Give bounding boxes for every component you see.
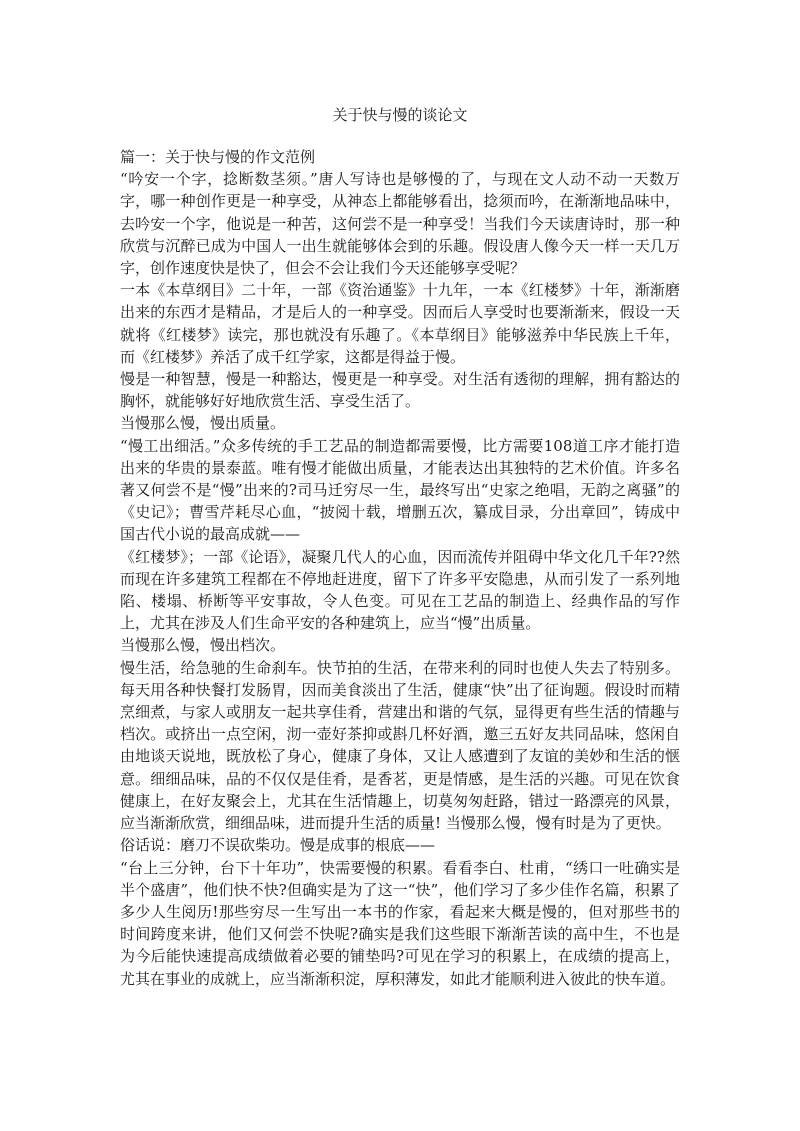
paragraph: 慢是一种智慧，慢是一种豁达，慢更是一种享受。对生活有透彻的理解，拥有豁达的胸怀，就能够好好地欣赏生活、享受生活了。 [120, 370, 680, 411]
paragraph: 慢生活，给急驰的生命刹车。快节拍的生活，在带来利的同时也使人失去了特别多。每天用各种快餐打发肠胃，因而美食淡出了生活，健康“快”出了征询题。假设时而精烹细煮，与家人或朋友一起共享佳肴，营建出和谐的气氛，显得更有些生活的情趣与档次。或挤出一点空闲，沏一壶好茶抑或斟几杯好酒，邀三五好友共同品味，悠闲自由地谈天说地，既放松了身心，健康了身体，又让人感遭到了友谊的美妙和生活的惬意。细细品味，品的不仅仅是佳肴，是香茗，更是情感，是生活的兴趣。可见在饮食健康上，在好友聚会上，尤其在生活情趣上，切莫匆匆赶路，错过一路漂亮的风景，应当渐渐欣赏，细细品味，进而提升生活的质量! 当慢那么慢，慢有时是为了更快。 [120, 658, 680, 833]
paragraph: 俗话说：磨刀不误砍柴功。慢是成事的根底—— [120, 836, 436, 855]
paragraph: “台上三分钟，台下十年功”，快需要慢的积累。看看李白、杜甫，“绣口一吐确实是半个盛唐”，他们快不快?但确实是为了这一“快”，他们学习了多少佳作名篇，积累了多少人生阅历!那些穷尽一生写出一本书的作家，看起来大概是慢的，但对那些书的时间跨度来讲，他们又何尝不快呢?确实是我们这些眼下渐渐苦读的高中生，不也是为今后能快速提高成绩做着必要的铺垫吗?可见在学习的积累上，在成绩的提高上，尤其在事业的成就上，应当渐渐积淀，厚积薄发，如此才能顺利进入彼此的快车道。 [120, 858, 680, 988]
document-title: 关于快与慢的谈论文 [332, 106, 468, 124]
paragraph: “吟安一个字，捻断数茎须。”唐人写诗也是够慢的了，与现在文人动不动一天数万字，哪一种创作更是一种享受，从神态上都能够看出，捻须而吟，在渐渐地品味中，去吟安一个字，他说是一种苦，这何尝不是一种享受！当我们今天读唐诗时，那一种欣赏与沉醉已成为中国人一出生就能够体会到的乐趣。假设唐人像今天一样一天几万字，创作速度快是快了，但会不会让我们今天还能够享受呢？ [120, 170, 680, 278]
paragraph: 一本《本草纲目》二十年，一部《资治通鉴》十九年，一本《红楼梦》十年，渐渐磨出来的东西才是精品，才是后人的一种享受。因而后人享受时也要渐渐来，假设一天就将《红楼梦》读完，那也就没有乐趣了。《本草纲目》能够滋养中华民族上千年，而《红楼梦》养活了成千红学家，这都是得益于慢。 [120, 281, 680, 366]
paragraph: 《红楼梦》；一部《论语》，凝聚几代人的心血，因而流传并阻碍中华文化几千年??然而现在许多建筑工程都在不停地赶进度，留下了许多平安隐患，从而引发了一系列地陷、楼塌、桥断等平安事故，令人色变。可见在工艺品的制造上、经典作品的写作上，尤其在涉及人们生命平安的各种建筑上，应当“慢”出质量。 [120, 547, 680, 633]
paragraph: “慢工出细活。”众多传统的手工艺品的制造都需要慢，比方需要108道工序才能打造出来的华贵的景泰蓝。唯有慢才能做出质量，才能表达出其独特的艺术价值。许多名著又何尝不是“慢”出来的?司马迁穷尽一生，最终写出“史家之绝唱，无韵之离骚”的《史记》；曹雪芹耗尽心血，“披阅十载，增删五次，纂成目录，分出章回”，铸成中国古代小说的最高成就—— [120, 436, 680, 544]
document-body [120, 146, 680, 990]
section-heading: 篇一：关于快与慢的作文范例 [120, 148, 316, 166]
paragraph: 当慢那么慢，慢出质量。 [120, 414, 286, 433]
paragraph: 当慢那么慢，慢出档次。 [120, 636, 286, 655]
